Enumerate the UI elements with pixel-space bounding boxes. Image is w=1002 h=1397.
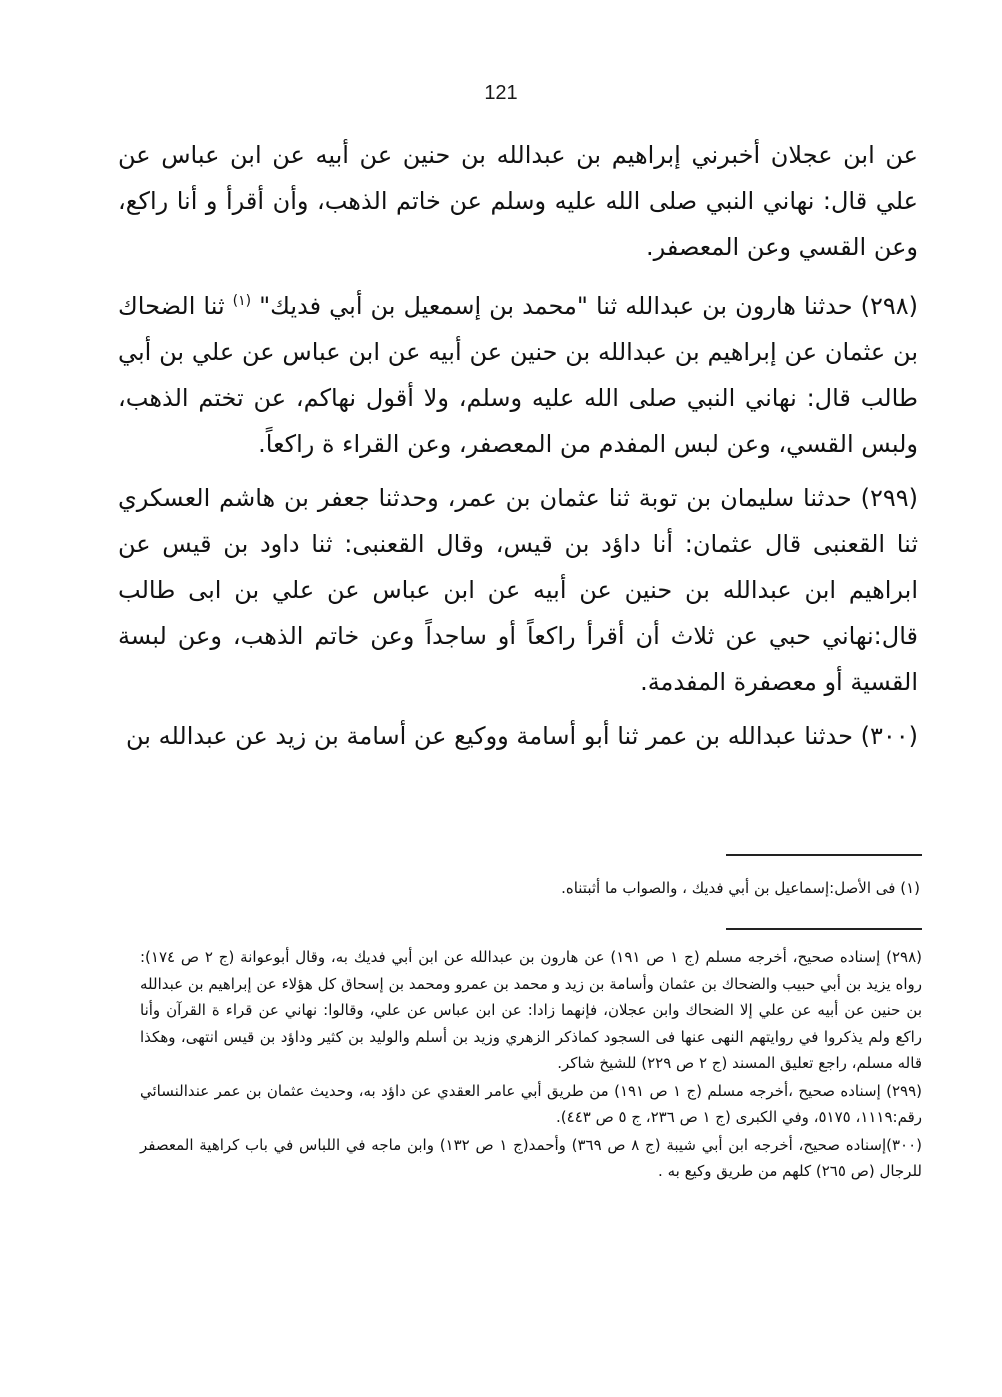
references-section: [140, 944, 922, 1186]
reference-299: (٢٩٩) إسناده صحيح ،أخرجه مسلم (ج ١ ص ١٩١) من طريق أبي عامر العقدي عن داؤد به، وحديث عثمان بن عمر عندالنسائي رقم:١١١٩، ٥١٧٥، وفي الكبرى (ج ١ ص ٢٣٦، ج ٥ ص ٤٤٣).: [140, 1081, 923, 1126]
reference-298: (٢٩٨) إسناده صحيح، أخرجه مسلم (ج ١ ص ١٩١) عن هارون بن عبدالله عن ابن أبي فديك به، وقال أبوعوانة (ج ٢ ص ١٧٤): رواه يزيد بن أبي حبيب والضحاك بن عثمان وأسامة بن زيد و محمد بن عمرو ومحمد بن إسحاق كل هؤلاء عن إبراهيم بن عبدالله بن حنين عن أبيه عن علي إلا الضحاك وابن عجلان، فإنهما زادا: عن ابن عباس عن علي، وقالوا: نهاني عن قراء ة القرآن وأنا راكع ولم يذكروا في روايتهم النهى عنها فى السجود كماذكر الزهري وزيد بن أسلم والوليد بن كثير وداؤد بن قيس انتهى، وهكذا قاله مسلم، راجع تعليق المسند (ج ٢ ص ٢٢٩) للشيخ شاكر.: [140, 948, 923, 1072]
page-number: 121: [484, 82, 518, 104]
paragraph-intro: عن ابن عجلان أخبرني إبراهيم بن عبدالله بن حنين عن أبيه عن ابن عباس عن علي قال: نهاني النبي صلى الله عليه وسلم عن خاتم الذهب، وأن أقرأ و أنا راكع، وعن القسي وعن المعصفر.: [118, 141, 918, 261]
main-text-body: [118, 132, 918, 767]
footnote-separator: [726, 854, 922, 856]
paragraph-298-text-continued: ثنا الضحاك بن عثمان عن إبراهيم بن عبدالله بن حنين عن أبيه عن ابن عباس عن علي بن أبي طالب قال: نهاني النبي صلى الله عليه وسلم، ولا أقول نهاكم، عن تختم الذهب، ولبس القسي، وعن لبس المفدم من المعصفر، وعن القراء ة راكعاً.: [118, 292, 918, 458]
paragraph-298: [118, 278, 918, 467]
footnote: (١) فى الأصل:إسماعيل بن أبي فديك ، والصواب ما أثبتناه.: [561, 879, 920, 897]
footnote-marker: (١): [232, 293, 252, 309]
references-separator: [726, 928, 922, 930]
paragraph-300: (٣٠٠) حدثنا عبدالله بن عمر ثنا أبو أسامة ووكيع عن أسامة بن زيد عن عبدالله بن: [126, 722, 918, 750]
paragraph-299: (٢٩٩) حدثنا سليمان بن توبة ثنا عثمان بن عمر، وحدثنا جعفر بن هاشم العسكري ثنا القعنبى قال عثمان: أنا داؤد بن قيس، وقال القعنبى: ثنا داود بن قيس عن ابراهيم ابن عبدالله بن حنين عن أبيه عن ابن عباس عن علي بن ابى طالب قال:نهاني حبي عن ثلاث أن أقرأ راكعاً أو ساجداً وعن خاتم الذهب، وعن لبسة القسية أو معصفرة المفدمة.: [118, 484, 918, 696]
paragraph-298-text: (٢٩٨) حدثنا هارون بن عبدالله ثنا "محمد بن إسمعيل بن أبي فديك": [259, 292, 918, 320]
reference-300: (٣٠٠)إسناده صحيح، أخرجه ابن أبي شيبة (ج ٨ ص ٣٦٩) وأحمد(ج ١ ص ١٣٢) وابن ماجه في اللباس في باب كراهية المعصفر للرجال (ص ٢٦٥) كلهم من طريق وكيع به .: [140, 1135, 923, 1180]
